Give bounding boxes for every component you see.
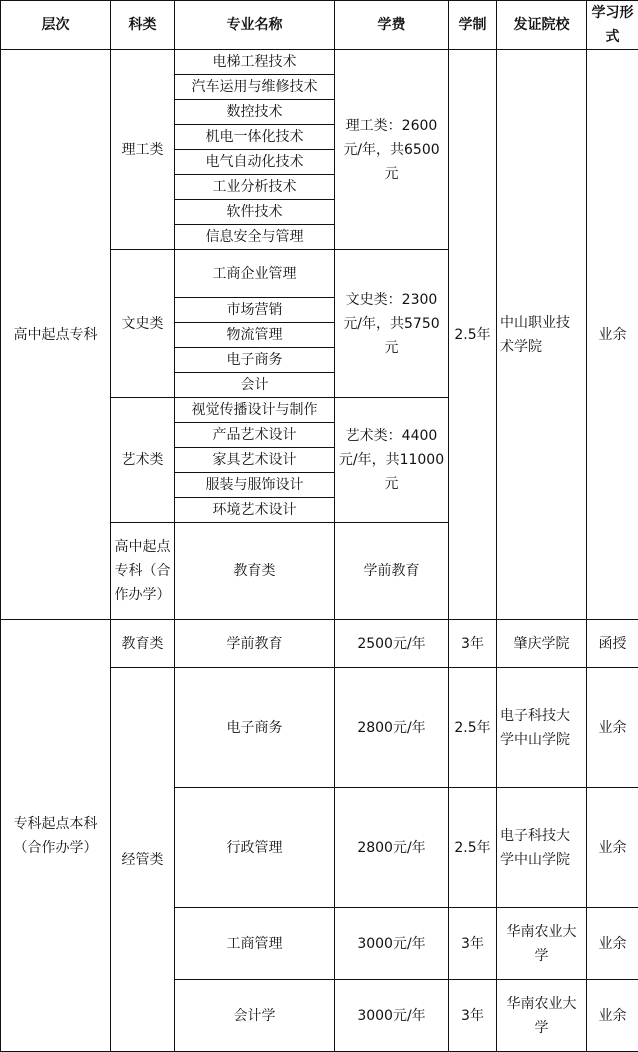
major-cell: 物流管理 bbox=[175, 323, 335, 348]
school-cell: 电子科技大学中山学院 bbox=[497, 788, 587, 908]
school-cell: 肇庆学院 bbox=[497, 620, 587, 668]
study-form-cell: 业余 bbox=[587, 50, 638, 620]
duration-cell: 3年 bbox=[449, 620, 497, 668]
study-form-cell: 业余 bbox=[587, 908, 638, 980]
duration-cell: 2.5年 bbox=[449, 50, 497, 620]
header-study-form: 学习形式 bbox=[587, 1, 638, 50]
major-cell: 会计 bbox=[175, 373, 335, 398]
tuition-cell: 艺术类：4400元/年，共11000元 bbox=[335, 398, 449, 523]
study-form-cell: 业余 bbox=[587, 668, 638, 788]
study-form-cell: 业余 bbox=[587, 980, 638, 1052]
header-level: 层次 bbox=[1, 1, 111, 50]
duration-cell: 2.5年 bbox=[449, 668, 497, 788]
major-cell: 视觉传播设计与制作 bbox=[175, 398, 335, 423]
tuition-cell: 2500元/年 bbox=[335, 620, 449, 668]
header-category: 科类 bbox=[111, 1, 175, 50]
major-cell: 产品艺术设计 bbox=[175, 423, 335, 448]
school-cell: 华南农业大学 bbox=[497, 908, 587, 980]
major-cell: 电梯工程技术 bbox=[175, 50, 335, 75]
major-cell: 软件技术 bbox=[175, 200, 335, 225]
major-cell: 市场营销 bbox=[175, 298, 335, 323]
duration-cell: 3年 bbox=[449, 908, 497, 980]
level-cell: 高中起点专科（合作办学） bbox=[111, 523, 175, 620]
category-cell: 教育类 bbox=[175, 523, 335, 620]
level-cell: 专科起点本科（合作办学） bbox=[1, 620, 111, 1052]
major-cell: 行政管理 bbox=[175, 788, 335, 908]
category-cell: 教育类 bbox=[111, 620, 175, 668]
tuition-cell: 2800元/年 bbox=[335, 668, 449, 788]
major-cell: 工商管理 bbox=[175, 908, 335, 980]
major-cell: 电子商务 bbox=[175, 668, 335, 788]
major-cell: 信息安全与管理 bbox=[175, 225, 335, 250]
category-cell: 理工类 bbox=[111, 50, 175, 250]
level-cell: 高中起点专科 bbox=[1, 50, 111, 620]
tuition-cell: 3000元/年 bbox=[335, 980, 449, 1052]
header-school: 发证院校 bbox=[497, 1, 587, 50]
tuition-cell: 文史类：2300元/年，共5750元 bbox=[335, 250, 449, 398]
category-cell: 经管类 bbox=[111, 668, 175, 1052]
duration-cell: 2.5年 bbox=[449, 788, 497, 908]
tuition-cell: 3000元/年 bbox=[335, 908, 449, 980]
major-cell: 环境艺术设计 bbox=[175, 498, 335, 523]
header-duration: 学制 bbox=[449, 1, 497, 50]
major-cell: 会计学 bbox=[175, 980, 335, 1052]
tuition-cell: 2800元/年 bbox=[335, 788, 449, 908]
school-cell: 华南农业大学 bbox=[497, 980, 587, 1052]
major-cell: 工业分析技术 bbox=[175, 175, 335, 200]
major-cell: 电子商务 bbox=[175, 348, 335, 373]
table-row bbox=[1, 50, 638, 75]
category-cell: 艺术类 bbox=[111, 398, 175, 523]
table-row bbox=[1, 620, 638, 668]
school-cell: 电子科技大学中山学院 bbox=[497, 668, 587, 788]
header-major: 专业名称 bbox=[175, 1, 335, 50]
major-cell: 数控技术 bbox=[175, 100, 335, 125]
category-cell: 文史类 bbox=[111, 250, 175, 398]
major-cell: 服装与服饰设计 bbox=[175, 473, 335, 498]
major-cell: 工商企业管理 bbox=[175, 250, 335, 298]
duration-cell: 3年 bbox=[449, 980, 497, 1052]
major-cell: 机电一体化技术 bbox=[175, 125, 335, 150]
study-form-cell: 业余 bbox=[587, 788, 638, 908]
major-cell: 学前教育 bbox=[335, 523, 449, 620]
header-tuition: 学费 bbox=[335, 1, 449, 50]
tuition-cell: 理工类：2600元/年，共6500元 bbox=[335, 50, 449, 250]
major-cell: 家具艺术设计 bbox=[175, 448, 335, 473]
school-cell: 中山职业技术学院 bbox=[497, 50, 587, 620]
major-cell: 汽车运用与维修技术 bbox=[175, 75, 335, 100]
major-cell: 学前教育 bbox=[175, 620, 335, 668]
study-form-cell: 函授 bbox=[587, 620, 638, 668]
header-row bbox=[1, 1, 638, 50]
major-cell: 电气自动化技术 bbox=[175, 150, 335, 175]
